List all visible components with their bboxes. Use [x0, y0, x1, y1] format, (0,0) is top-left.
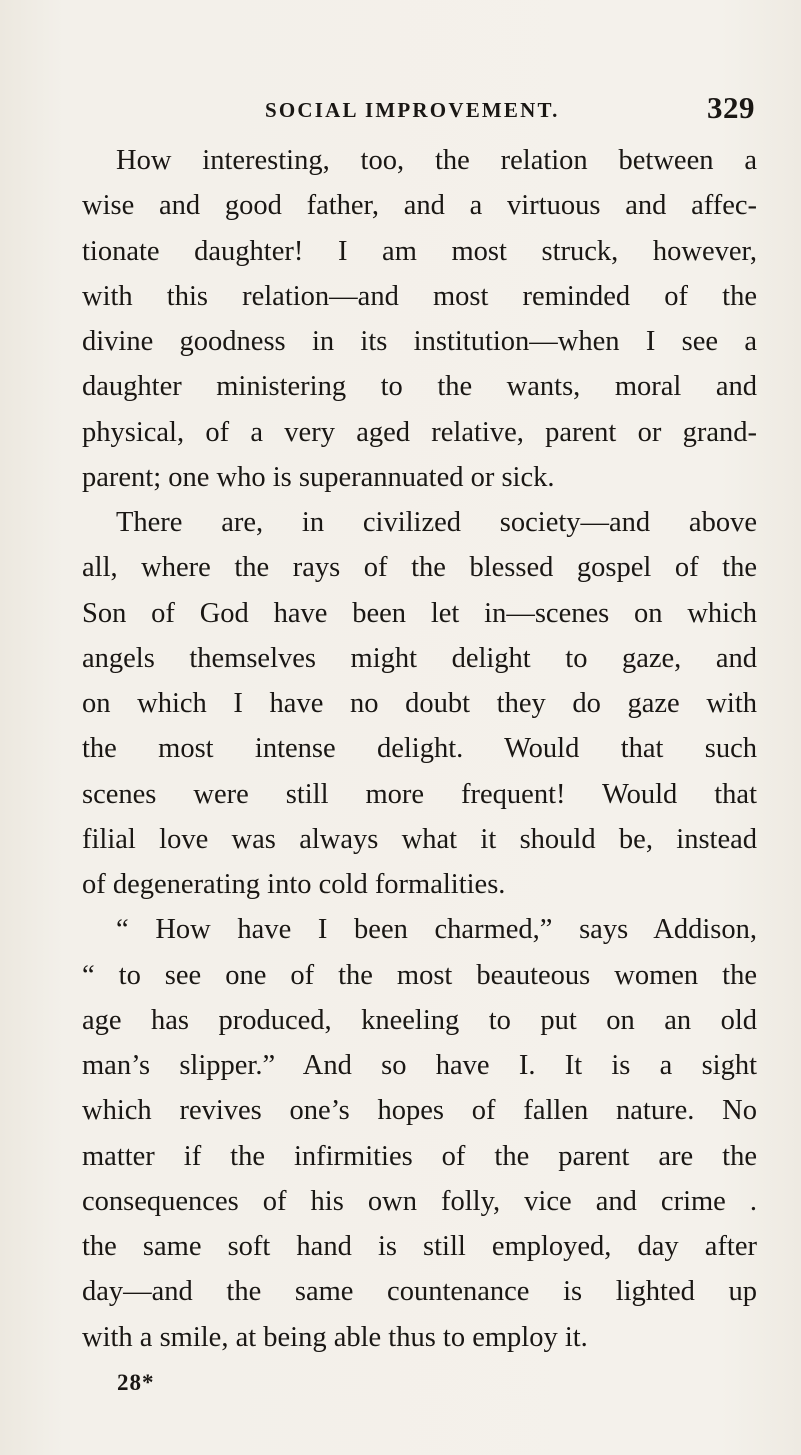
- text-line: tionate daughter! I am most struck, however,: [82, 235, 757, 267]
- text-line: “ How have I been charmed,” says Addison,: [116, 914, 757, 946]
- text-line: with this relation—and most reminded of the: [82, 280, 757, 312]
- page-number: 329: [707, 90, 755, 125]
- text-line: There are, in civilized society—and above: [116, 507, 757, 538]
- text-line: wise and good father, and a virtuous and affec-: [82, 190, 757, 222]
- text-line: parent; one who is superannuated or sick.: [82, 461, 555, 493]
- text-line: day—and the same countenance is lighted up: [82, 1276, 757, 1308]
- text-line: scenes were still more frequent! Would that: [82, 778, 757, 810]
- text-line: all, where the rays of the blessed gospel of the: [82, 552, 757, 584]
- text-line: with a smile, at being able thus to employ it.: [82, 1321, 588, 1353]
- text-line: of degenerating into cold formalities.: [82, 869, 506, 900]
- text-line: man’s slipper.” And so have I. It is a sight: [82, 1050, 757, 1081]
- text-line: physical, of a very aged relative, parent or grand-: [82, 416, 757, 448]
- text-line: which revives one’s hopes of fallen nature. No: [82, 1095, 757, 1127]
- text-line: age has produced, kneeling to put on an old: [82, 1004, 757, 1036]
- text-line: the most intense delight. Would that such: [82, 733, 757, 765]
- text-line: “ to see one of the most beauteous women the: [82, 959, 757, 991]
- text-line: daughter ministering to the wants, moral and: [82, 371, 757, 403]
- text-line: divine goodness in its institution—when I see a: [82, 326, 757, 357]
- text-line: matter if the infirmities of the parent are the: [82, 1140, 757, 1172]
- text-line: How interesting, too, the relation between a: [116, 145, 757, 176]
- text-line: the same soft hand is still employed, day after: [82, 1231, 757, 1262]
- running-title: SOCIAL IMPROVEMENT.: [265, 98, 560, 122]
- text-line: angels themselves might delight to gaze, and: [82, 642, 757, 674]
- text-line: filial love was always what it should be, instead: [82, 823, 757, 855]
- text-line: consequences of his own folly, vice and crime .: [82, 1185, 757, 1217]
- body-text: [82, 138, 757, 1360]
- running-head: [115, 90, 755, 134]
- signature-mark: 28*: [117, 1370, 155, 1395]
- text-line: Son of God have been let in—scenes on which: [82, 597, 757, 629]
- text-line: on which I have no doubt they do gaze with: [82, 688, 757, 719]
